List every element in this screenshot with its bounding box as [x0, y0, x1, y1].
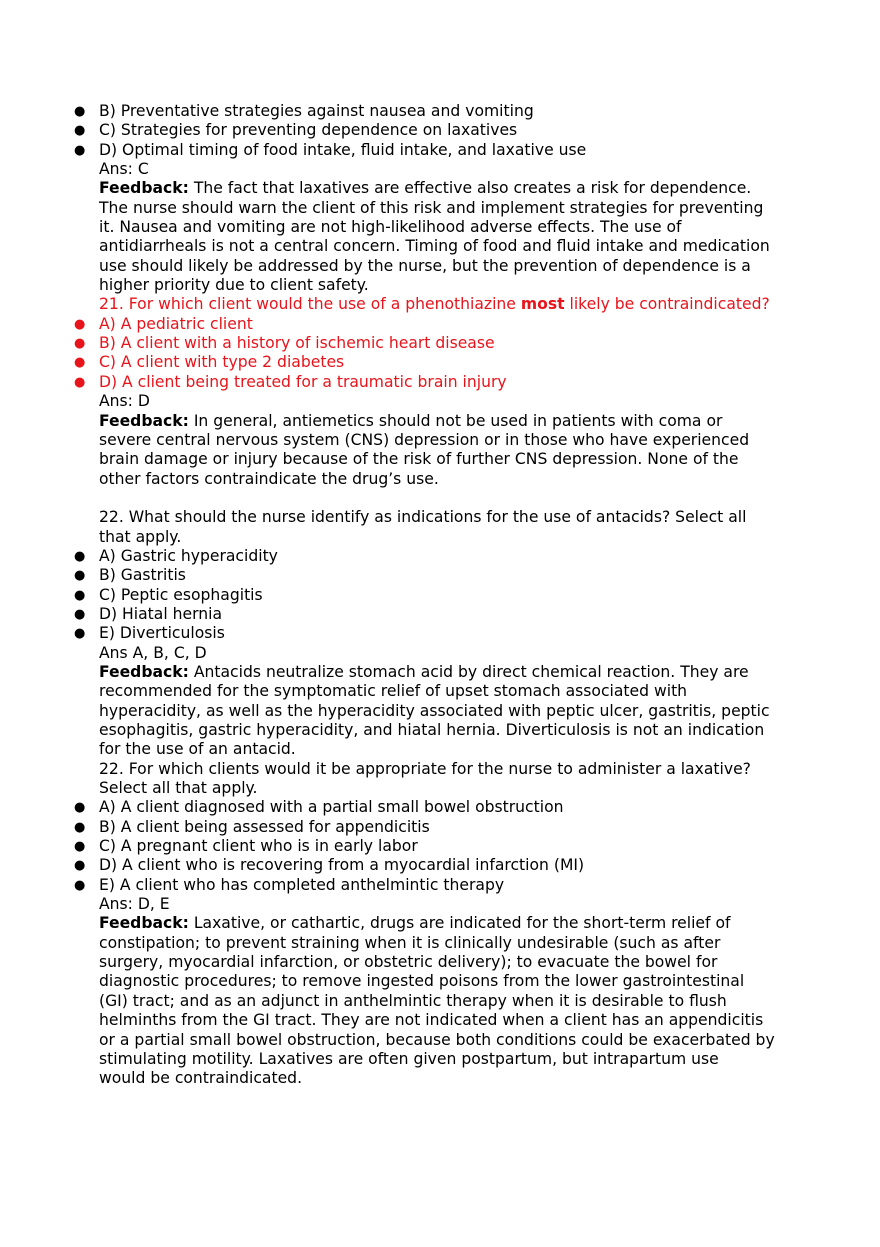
q21-feedback-line: other factors contraindicate the drug’s use. [99, 469, 439, 488]
q22b-feedback-line: helminths from the GI tract. They are not indicated when a client has an appendicitis [99, 1011, 764, 1030]
bullet: ● [74, 839, 86, 855]
q22a-question: that apply. [99, 527, 182, 546]
q22b-feedback-line: constipation; to prevent straining when it is clinically undesirable (such as after [99, 933, 721, 952]
bullet: ● [74, 316, 86, 332]
bullet: ● [74, 355, 86, 371]
bullet: ● [74, 800, 86, 816]
q22b-option-a: ● A) A client diagnosed with a partial small bowel obstruction [74, 798, 564, 817]
q22a-feedback-line: Feedback: Antacids neutralize stomach acid by direct chemical reaction. They are [99, 662, 749, 681]
q22a-feedback-line: for the use of an antacid. [99, 740, 296, 759]
q22b-feedback-line: or a partial small bowel obstruction, because both conditions could be exacerbated by [99, 1030, 775, 1049]
emphasis: most [520, 295, 565, 314]
q22a-option-a: ● A) Gastric hyperacidity [74, 546, 278, 565]
bullet: ● [74, 104, 86, 119]
q22a-feedback-line: esophagitis, gastric hyperacidity, and hiatal hernia. Diverticulosis is not an indication [99, 721, 765, 739]
q22b-feedback-line: would be contraindicated. [99, 1069, 303, 1088]
q20-feedback-line: higher priority due to client safety. [99, 276, 369, 295]
q21-feedback-line: Feedback: In general, antiemetics should not be used in patients with coma or [99, 411, 723, 430]
bullet: ● [74, 877, 86, 893]
q22b-answer: Ans: D, E [99, 895, 170, 914]
q20-feedback-line: antidiarrheals is not a central concern. Timing of food and fluid intake and medication [99, 237, 770, 256]
q22b-feedback-line: stimulating motility. Laxatives are often given postpartum, but intrapartum use [99, 1049, 719, 1068]
bullet: ● [74, 587, 86, 603]
q22a-answer: Ans A, B, C, D [99, 643, 207, 662]
bullet: ● [74, 142, 86, 158]
q22a-question: 22. What should the nurse identify as indications for the use of antacids? Select all [99, 508, 747, 527]
feedback-label: Feedback: [99, 662, 189, 681]
q20-feedback-line: Feedback: The fact that laxatives are effective also creates a risk for dependence. [99, 179, 752, 198]
q21-option-c: ● C) A client with type 2 diabetes [74, 353, 345, 372]
q22b-feedback-line: Feedback: Laxative, or cathartic, drugs are indicated for the short-term relief of [99, 914, 731, 933]
q22a-option-e: ● E) Diverticulosis [74, 624, 225, 643]
bullet: ● [74, 374, 86, 390]
q20-option-d: ● D) Optimal timing of food intake, fluid intake, and laxative use [74, 140, 587, 159]
q21-question: 21. For which client would the use of a phenothiazine most likely be contraindicated? [99, 295, 770, 314]
q22b-option-d: ● D) A client who is recovering from a myocardial infarction (MI) [74, 856, 585, 875]
bullet: ● [74, 123, 86, 139]
q22b-feedback-line: (GI) tract; and as an adjunct in anthelmintic therapy when it is desirable to flush [99, 991, 727, 1010]
q22a-feedback-line: hyperacidity, as well as the hyperacidity associated with peptic ulcer, gastritis, peptic [99, 701, 770, 720]
q20-feedback-line: use should likely be addressed by the nurse, but the prevention of dependence is a [99, 256, 751, 275]
bullet: ● [74, 548, 86, 564]
bullet: ● [74, 858, 86, 874]
bullet: ● [74, 626, 86, 642]
document-page [0, 102, 880, 1089]
q21-option-a: ● A) A pediatric client [74, 314, 253, 333]
q22a-feedback-line: recommended for the symptomatic relief of upset stomach associated with [99, 682, 688, 701]
spacer [0, 489, 880, 508]
bullet: ● [74, 336, 86, 352]
q22b-option-e: ● E) A client who has completed anthelmintic therapy [74, 875, 505, 894]
feedback-label: Feedback: [99, 411, 189, 430]
q21-option-d: ● D) A client being treated for a traumatic brain injury [74, 372, 507, 391]
q20-option-c: ● C) Strategies for preventing dependence on laxatives [74, 121, 518, 140]
q21-option-b: ● B) A client with a history of ischemic heart disease [74, 334, 495, 353]
q20-feedback-line: The nurse should warn the client of this risk and implement strategies for preventing [99, 198, 764, 217]
q20-answer: Ans: C [99, 160, 149, 179]
feedback-label: Feedback: [99, 179, 189, 198]
q22a-option-d: ● D) Hiatal hernia [74, 604, 223, 623]
q22b-question: 22. For which clients would it be appropriate for the nurse to administer a laxative? [99, 759, 751, 778]
q22b-question: Select all that apply. [99, 779, 258, 798]
q21-answer: Ans: D [99, 392, 150, 411]
bullet: ● [74, 568, 86, 584]
q22b-option-c: ● C) A pregnant client who is in early labor [74, 837, 418, 856]
q20-feedback-line: it. Nausea and vomiting are not high-likelihood adverse effects. The use of [99, 218, 682, 237]
q22a-option-c: ● C) Peptic esophagitis [74, 585, 263, 604]
bullet: ● [74, 606, 86, 622]
q22b-option-b: ● B) A client being assessed for appendicitis [74, 817, 430, 836]
q21-feedback-line: brain damage or injury because of the risk of further CNS depression. None of the [99, 450, 739, 469]
q22b-feedback-line: surgery, myocardial infarction, or obstetric delivery); to evacuate the bowel for [99, 953, 718, 972]
q20-option-b: ● B) Preventative strategies against nausea and vomiting [74, 102, 534, 120]
q21-feedback-line: severe central nervous system (CNS) depression or in those who have experienced [99, 430, 750, 449]
feedback-label: Feedback: [99, 914, 189, 933]
q22b-feedback-line: diagnostic procedures; to remove ingested poisons from the lower gastrointestinal [99, 972, 745, 991]
bullet: ● [74, 819, 86, 835]
q22a-option-b: ● B) Gastritis [74, 566, 186, 585]
